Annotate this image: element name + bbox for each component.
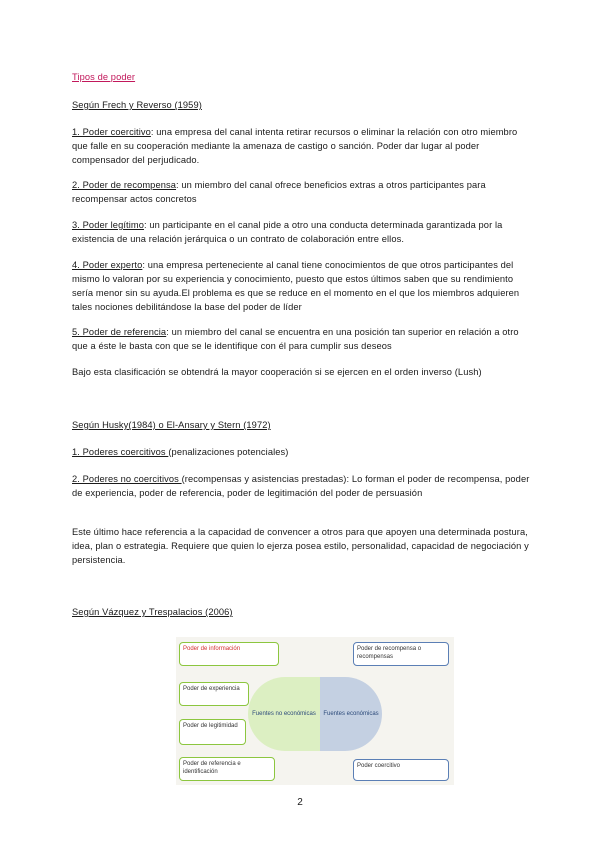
power-text-5: un miembro del canal se encuentra en una posición tan superior en relación a otro que a éste le basta con que se le identifique con él para cumplir sus deseos [72, 327, 519, 351]
power-item-5 [72, 325, 532, 353]
power-item-1 [72, 125, 532, 167]
section1-closing: Bajo esta clasificación se obtendrá la mayor cooperación si se ejercen en el orden inverso (Lush) [72, 367, 482, 377]
power-sep-2: : [176, 180, 179, 190]
box-legitimacy-power: Poder de legitimidad [179, 719, 246, 745]
section1-heading: Según Frech y Reverso (1959) [72, 100, 202, 110]
power-item-3 [72, 218, 532, 246]
power-text-3: un participante en el canal pide a otro una conducta determinada garantizada por la existencia de una relación jerárquica o un contrato de colaboración entre ellos. [72, 220, 503, 244]
power-label-4: 4. Poder experto [72, 260, 143, 270]
power-text-4: una empresa perteneciente al canal tiene conocimientos de que otros participantes del mismo lo valoran por su experiencia y conocimiento, puesto que estos últimos saben que su rendimiento sería menor sin su ayuda.El problema es que se reduce en el momento en el que los miembros adquieren tales nociones debilitándose la base del poder de líder [72, 260, 520, 312]
power-sep-4: : [142, 260, 146, 270]
box-information-power: Poder de información [179, 642, 279, 666]
power-sources-diagram [176, 637, 454, 785]
box-coercive-power: Poder coercitivo [353, 759, 449, 781]
economic-sources: Fuentes económicas [320, 677, 382, 751]
section2-closing: Este último hace referencia a la capacidad de convencer a otros para que apoyen una determinada postura, idea, plan o estrategia. Requiere que quien lo ejerza posea estilo, personalidad, capacidad de negociación y persistencia. [72, 527, 529, 565]
page-number: 2 [297, 797, 303, 808]
power-sep-5: : [166, 327, 169, 337]
section2-item-1 [72, 445, 532, 459]
section2-heading: Según Husky(1984) o El-Ansary y Stern (1972) [72, 420, 271, 430]
power-item-4 [72, 258, 532, 314]
power-sep-3: : [143, 220, 147, 230]
box-reward-power: Poder de recompensa o recompensas [353, 642, 449, 666]
page-title: Tipos de poder [72, 72, 136, 82]
section2-item-2 [72, 472, 532, 500]
section2-text-1: (penalizaciones potenciales) [168, 447, 289, 457]
section3-heading: Según Vázquez y Trespalacios (2006) [72, 607, 233, 617]
section2-label-2: 2. Poderes no coercitivos [72, 474, 182, 484]
power-label-3: 3. Poder legítimo [72, 220, 144, 230]
power-text-1: una empresa del canal intenta retirar recursos o eliminar la relación con otro miembro que falle en su cooperación mediante la amenaza de castigo o sanción. Poder dar lugar al poder compensador del perjudicado. [72, 127, 518, 165]
power-label-5: 5. Poder de referencia [72, 327, 167, 337]
power-text-2: un miembro del canal ofrece beneficios extras a otros participantes para recompensar actos concretos [72, 180, 486, 204]
non-economic-sources: Fuentes no económicas [248, 677, 320, 751]
box-experience-power: Poder de experiencia [179, 682, 249, 706]
section2-label-1: 1. Poderes coercitivos [72, 447, 169, 457]
box-reference-power: Poder de referencia e identificación [179, 757, 275, 781]
power-label-1: 1. Poder coercitivo [72, 127, 151, 137]
power-item-2 [72, 178, 532, 206]
power-label-2: 2. Poder de recompensa [72, 180, 177, 190]
power-sep-1: : [150, 127, 154, 137]
section2-text-2: (recompensas y asistencias prestadas): Lo forman el poder de recompensa, poder de experiencia, poder de referencia, poder de legitimación del poder de persuasión [72, 474, 530, 498]
